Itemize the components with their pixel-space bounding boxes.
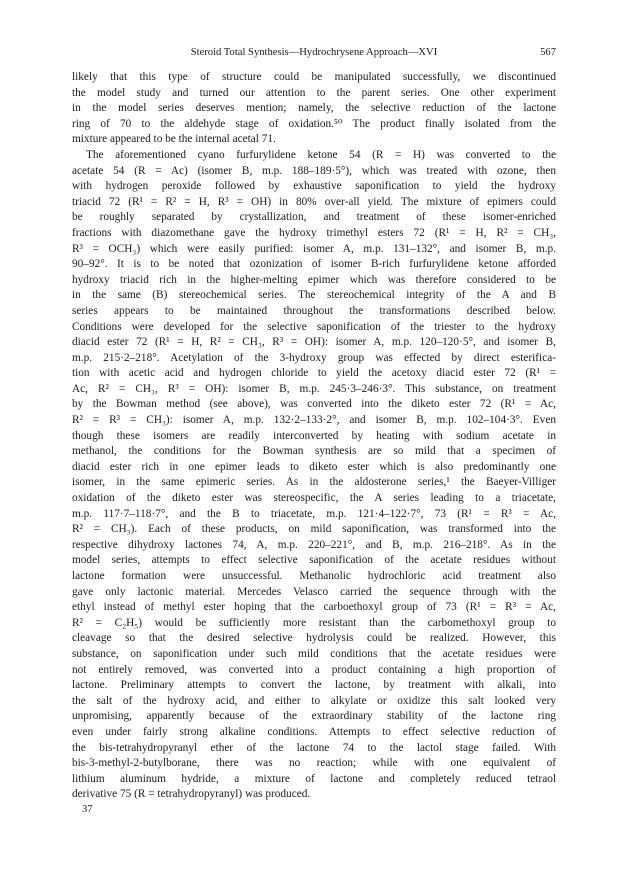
text-line: the model study and turned our attention to the parent series. One other experiment: [72, 86, 556, 99]
text-line: diacid ester rich in one epimer leads to diketo ester which is also predominantly one: [72, 460, 556, 473]
text-line: R³ = OCH₃) which were easily purified: isomer A, m.p. 131–132°, and isomer B, m.p.: [72, 242, 556, 255]
text-line: lithium aluminum hydride, a mixture of lactone and completely reduced tetraol: [72, 772, 556, 785]
text-line: ethyl instead of methyl ester hoping that the carboethoxyl group of 73 (R¹ = R³ = Ac,: [72, 601, 556, 614]
text-line: unpromising, apparently because of the extraordinary stability of the lactone ring: [72, 710, 556, 723]
text-line: model series, attempts to effect selective saponification of the acetate residues without: [72, 554, 556, 567]
text-line: triacid 72 (R¹ = R² = H, R³ = OH) in 80% over-all yield. The mixture of epimers could: [72, 195, 556, 208]
text-line: Conditions were developed for the selective saponification of the triester to the hydroxy: [72, 320, 556, 333]
running-header: [72, 46, 556, 60]
text-line: cleavage so that the desired selective hydrolysis could be realized. However, this: [72, 632, 556, 645]
text-line: The aforementioned cyano furfurylidene ketone 54 (R = H) was converted to the: [86, 148, 556, 161]
text-line: hydroxy triacid rich in the higher-melting epimer which was therefore considered to be: [72, 273, 556, 286]
text-line: though these isomers are readily interconverted by heating with sodium acetate in: [72, 429, 556, 442]
text-line: diacid ester 72 (R¹ = H, R² = CH₃, R³ = OH): isomer A, m.p. 120–120·5°, and isomer B,: [72, 336, 556, 349]
text-line: in the same (B) stereochemical series. The stereochemical integrity of the A and B: [72, 289, 556, 302]
text-line: respective dihydroxy lactones 74, A, m.p. 220–221°, and B, m.p. 216–218°. As in the: [72, 538, 556, 551]
text-line: lactone formation were unsuccessful. Methanolic hydrochloric acid treatment also: [72, 570, 556, 582]
text-line: gave only lactonic material. Mercedes Velasco carried the sequence through with the: [72, 585, 556, 598]
signature-mark: 37: [82, 803, 93, 815]
text-line: be roughly separated by crystallization, and treatment of these isomer-enriched: [72, 211, 556, 224]
text-line: methanol, the conditions for the Bowman synthesis are so mild that a specimen of: [72, 445, 556, 458]
text-line: ring of 70 to the aldehyde stage of oxidation.⁵⁰ The product finally isolated from the: [72, 117, 556, 130]
text-line: bis-3-methyl-2-butylborane, there was no reaction; while with one equivalent of: [72, 757, 556, 770]
text-line: the salt of the hydroxy acid, and either to alkylate or oxidize this salt looked very: [72, 694, 556, 707]
text-line: in the model series deserves mention; namely, the selective reduction of the lactone: [72, 102, 556, 115]
text-line: R² = C₂H₅) would be sufficiently more resistant than the carbomethoxyl group to: [72, 616, 556, 629]
journal-page: [72, 46, 556, 817]
text-line: fractions with diazomethane gave the hydroxy trimethyl esters 72 (R¹ = H, R² = CH₃,: [72, 226, 556, 239]
text-line: acetate 54 (R = Ac) (isomer B, m.p. 188–189·5°), which was treated with ozone, then: [72, 164, 556, 177]
text-line: not entirely removed, was converted into a product containing a high proportion of: [72, 663, 556, 676]
text-line: m.p. 117·7–118·7°, and the B to triacetate, m.p. 121·4–122·7°, 73 (R¹ = R³ = Ac,: [72, 507, 556, 520]
body-text: [72, 70, 556, 803]
text-line: even under fairly strong alkaline conditions. Attempts to effect selective reduction of: [72, 725, 556, 738]
text-line: isomer, in the same epimeric series. As in the aldosterone series,¹ the Baeyer-Villiger: [72, 476, 556, 489]
text-line: R² = R³ = CH₃): isomer A, m.p. 132·2–133·2°, and isomer B, m.p. 102–104·3°. Even: [72, 414, 556, 427]
text-line: likely that this type of structure could be manipulated successfully, we discontinued: [72, 71, 556, 83]
page-number: 567: [540, 47, 556, 58]
text-line: mixture appeared to be the internal acetal 71.: [72, 133, 276, 146]
text-line: tion with acetic acid and hydrogen chloride to yield the acetoxy diacid ester 72 (R¹ =: [72, 367, 556, 380]
text-line: substance, on saponification under such mild conditions that the acetate residues were: [72, 647, 556, 660]
text-line: Ac, R² = CH₃, R³ = OH): isomer B, m.p. 245·3–246·3°. This substance, on treatment: [72, 382, 556, 395]
text-line: the bis-tetrahydropyranyl ether of the lactone 74 to the lactol stage failed. With: [72, 741, 556, 754]
running-title: Steroid Total Synthesis—Hydrochrysene Approach—XVI: [190, 47, 438, 58]
text-line: R² = CH₃). Each of these products, on mild saponification, was transformed into the: [72, 523, 556, 536]
text-line: by the Bowman method (see above), was converted into the diketo ester 72 (R¹ = Ac,: [72, 398, 556, 411]
text-line: series appears to be maintained throughout the transformations described below.: [72, 304, 556, 317]
text-line: m.p. 215·2–218°. Acetylation of the 3-hydroxy group was effected by direct esterifica-: [72, 351, 556, 364]
text-line: oxidation of the diketo ester was stereospecific, the A series leading to a triacetate,: [72, 492, 556, 505]
text-line: 90–92°. It is to be noted that ozonization of isomer B-rich furfurylidene ketone afforded: [72, 258, 556, 271]
text-line: with hydrogen peroxide followed by exhaustive saponification to yield the hydroxy: [72, 180, 556, 193]
page-footer: [72, 803, 556, 817]
text-line: lactone. Preliminary attempts to convert the lactone, by treatment with alkali, into: [72, 679, 556, 692]
text-line: derivative 75 (R = tetrahydropyranyl) was produced.: [72, 788, 311, 801]
